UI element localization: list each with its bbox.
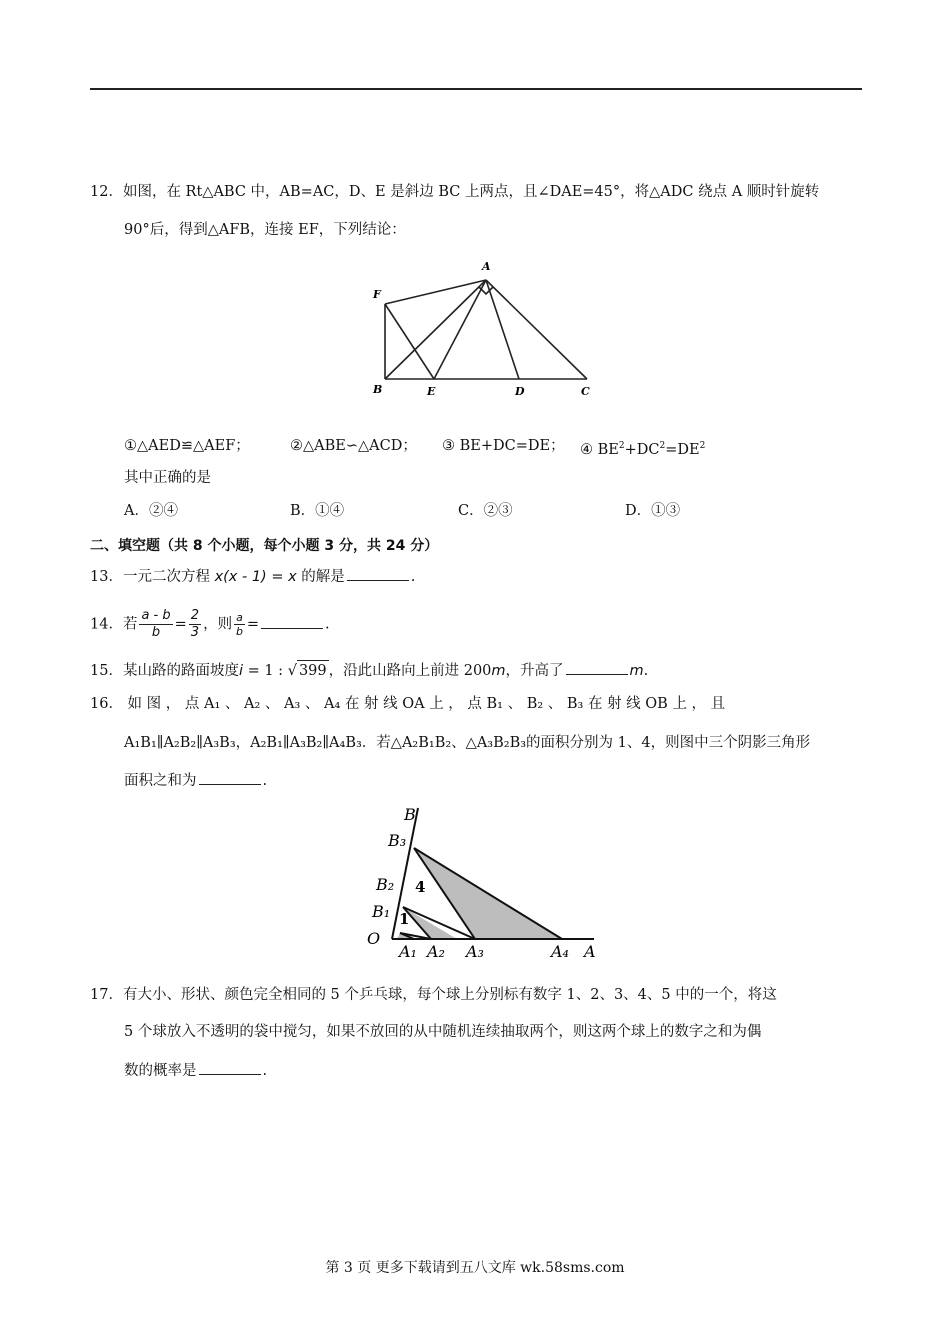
- q12-label-D: D: [515, 385, 525, 398]
- q12-option-b: B．①④: [290, 503, 345, 519]
- q16-label-B2: B₂: [376, 875, 395, 894]
- q17-answer-blank[interactable]: [199, 1060, 261, 1075]
- page-footer: 第 3 页 更多下载请到五八文库 wk.58sms.com: [325, 1260, 625, 1276]
- q14-equals2: =: [246, 616, 259, 633]
- q12-label-E: E: [427, 385, 436, 398]
- q16-line3: [124, 770, 267, 791]
- q16-label-A: A: [584, 942, 596, 961]
- q14: [90, 608, 330, 641]
- q12-line2: 90°后，得到△AFB，连接 EF，下列结论：: [124, 222, 406, 238]
- q15-i: i: [238, 663, 243, 679]
- q16-label-B3: B₃: [388, 831, 407, 850]
- q13: [90, 566, 415, 587]
- q14-equals: =: [174, 616, 187, 633]
- q16-label-A3: A₃: [466, 942, 484, 961]
- q16-line2: A₁B₁∥A₂B₂∥A₃B₃，A₂B₁∥A₃B₂∥A₄B₃．若△A₂B₁B₂、△A₃B₂B₃的面积分别为 1、4，则图中三个阴影三角形: [124, 735, 811, 751]
- q15-pre: 15．某山路的路面坡度: [90, 663, 239, 679]
- q12-c4-b: +DC: [624, 441, 660, 458]
- q12-c4-sup2: 2: [659, 441, 666, 451]
- q16-line3-text: 面积之和为: [124, 773, 197, 789]
- q16-area-4: 4: [415, 878, 426, 896]
- header-rule: [90, 88, 862, 90]
- q12-prompt: 其中正确的是: [124, 470, 211, 486]
- q16-label-B1: B₁: [372, 902, 391, 921]
- q13-answer-blank[interactable]: [347, 566, 409, 581]
- q12-c4-c: =DE: [665, 441, 700, 458]
- q14-frac2-num: 2: [190, 608, 200, 623]
- q14-frac2-den: 3: [190, 625, 200, 640]
- q14-end: .: [324, 616, 330, 633]
- q13-equation: x(x - 1) = x: [214, 569, 297, 585]
- q16-label-A4: A₄: [551, 942, 569, 961]
- q14-pre: 14．若: [90, 616, 138, 633]
- q15-post2: ，升高了: [505, 663, 564, 679]
- q12-c4-a: ④ BE: [580, 441, 619, 458]
- q16-label-A1: A₁: [399, 942, 417, 961]
- q12-conclusion-4: [580, 436, 705, 460]
- q13-post: 的解是: [296, 569, 345, 585]
- q14-frac1-den: b: [151, 625, 161, 640]
- q16-end: .: [262, 773, 268, 789]
- q12-label-B: B: [373, 383, 383, 396]
- q12-label-A: A: [482, 260, 491, 273]
- q14-frac3: [234, 611, 245, 638]
- q12-conclusion-2: ②△ABE∽△ACD；: [290, 438, 417, 454]
- q12-label-F: F: [373, 288, 381, 301]
- q15-unit-2: m: [629, 663, 644, 679]
- q12-c4-sup1: 2: [618, 441, 625, 451]
- q12-figure: [364, 252, 604, 402]
- q14-answer-blank[interactable]: [261, 614, 323, 629]
- q14-frac3-num: a: [236, 611, 243, 624]
- q17-line1: 17．有大小、形状、颜色完全相同的 5 个乒乓球，每个球上分别标有数字 1、2、3、4、5 中的一个，将这: [90, 987, 777, 1003]
- q17-line2: 5 个球放入不透明的袋中搅匀，如果不放回的从中随机连续抽取两个，则这两个球上的数字之和为偶: [124, 1024, 762, 1040]
- q13-pre: 13．一元二次方程: [90, 569, 215, 585]
- q16-figure: [362, 800, 608, 962]
- q12-line1: 12．如图，在 Rt△ABC 中，AB=AC，D、E 是斜边 BC 上两点，且∠DAE=45°，将△ADC 绕点 A 顺时针旋转: [90, 184, 820, 200]
- q12-option-a: A．②④: [124, 503, 178, 519]
- q15-root: 399: [297, 660, 329, 681]
- q14-frac1-num: a - b: [141, 608, 171, 623]
- q16-label-A2: A₂: [427, 942, 445, 961]
- q16-label-B: B: [404, 805, 416, 824]
- q12-conclusion-3: ③ BE+DC=DE；: [442, 438, 565, 454]
- q12-option-c: C．②③: [458, 503, 513, 519]
- q12-label-C: C: [581, 385, 590, 398]
- q15-ratio: = 1 :: [242, 663, 288, 679]
- q17-line3-text: 数的概率是: [124, 1063, 197, 1079]
- q17-end: .: [262, 1063, 268, 1079]
- q14-frac1: [139, 608, 172, 641]
- q15-end: .: [643, 663, 649, 679]
- q14-mid: ，则: [203, 616, 233, 633]
- q16-label-O: O: [367, 929, 381, 948]
- q16-answer-blank[interactable]: [199, 770, 261, 785]
- q16-line1: 16． 如 图 ， 点 A₁ 、 A₂ 、 A₃ 、 A₄ 在 射 线 OA 上 ， 点 B₁ 、 B₂ 、 B₃ 在 射 线 OB 上 ， 且: [90, 696, 726, 712]
- q15-unit-1: m: [491, 663, 506, 679]
- section-2-heading: 二、填空题（共 8 个小题，每个小题 3 分，共 24 分）: [90, 538, 439, 554]
- q14-frac3-den: b: [235, 625, 243, 638]
- q15-answer-blank[interactable]: [566, 660, 628, 675]
- q15: 15．某山路的路面坡度i = 1 : √ 399 ，沿此山路向上前进 200m，升高了 m.: [90, 660, 648, 681]
- q12-conclusion-1: ①△AED≌△AEF；: [124, 438, 250, 454]
- q14-frac2: [189, 608, 201, 641]
- q15-post: ，沿此山路向上前进 200: [328, 663, 492, 679]
- q16-area-1: 1: [399, 910, 410, 928]
- q17-line3: [124, 1060, 267, 1081]
- q13-end: .: [410, 569, 416, 585]
- q12-c4-sup3: 2: [699, 441, 706, 451]
- q12-option-d: D．①③: [625, 503, 681, 519]
